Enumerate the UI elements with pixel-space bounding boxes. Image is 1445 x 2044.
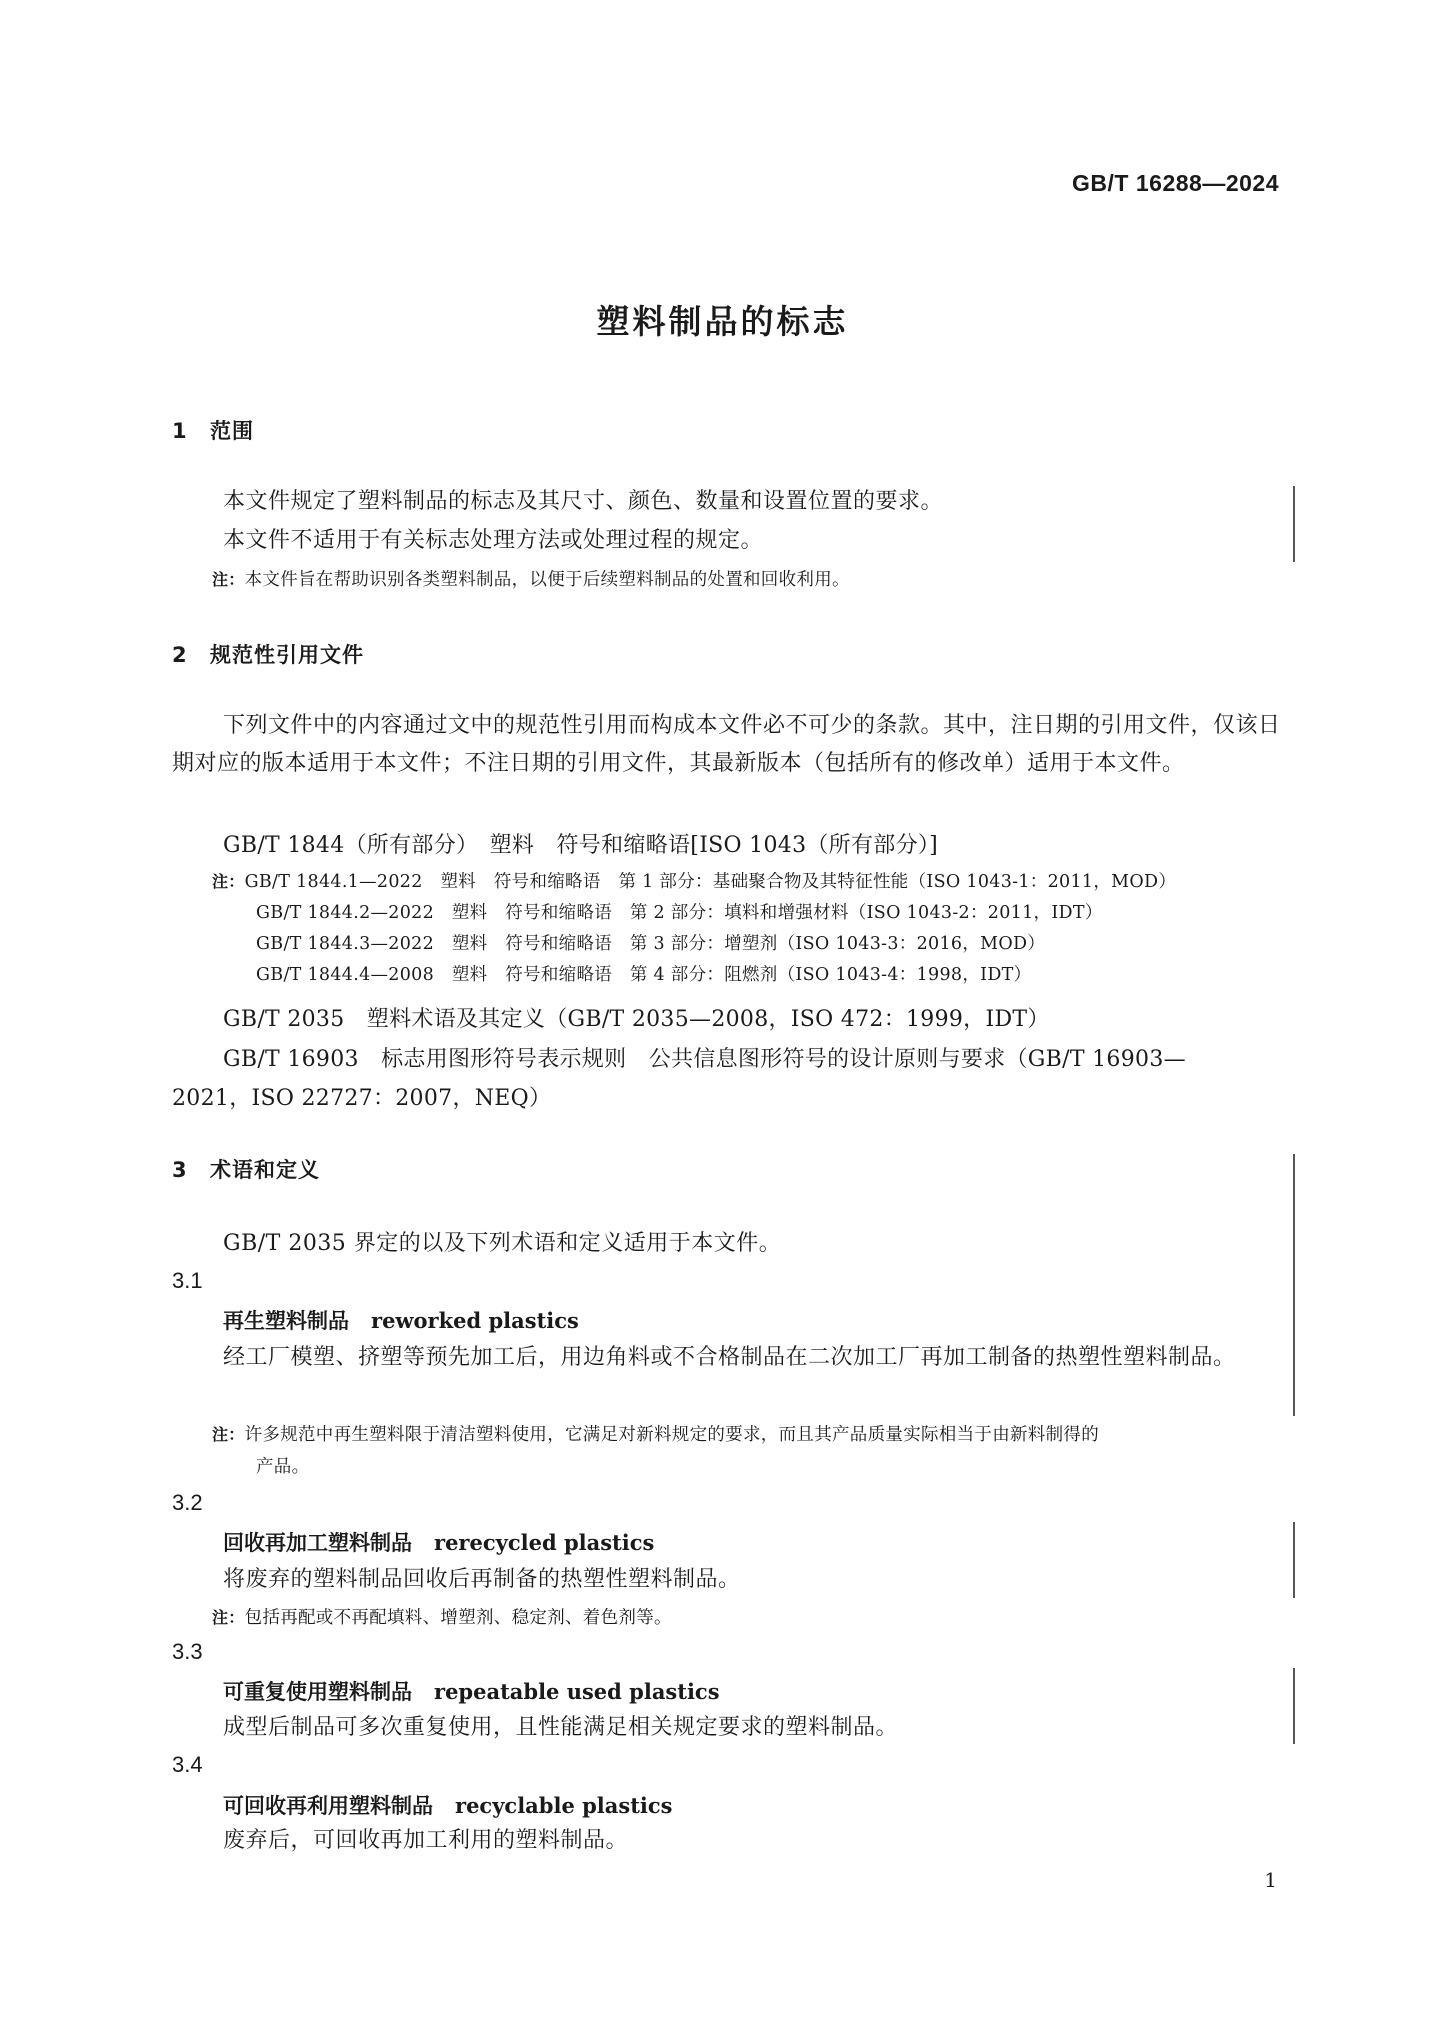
- note-line: GB/T 1844.3—2022 塑料 符号和缩略语 第 3 部分：增塑剂（ISO 1043-3：2016，MOD）: [256, 934, 1046, 954]
- note-text: GB/T 1844.1—2022 塑料 符号和缩略语 第 1 部分：基础聚合物及其特征性能（ISO 1043-1：2011，MOD）: [244, 872, 1177, 892]
- clause-number: 3.3: [172, 1639, 203, 1664]
- note-line: 产品。: [256, 1457, 310, 1477]
- section-heading: [172, 639, 364, 669]
- section-heading: [172, 1154, 320, 1184]
- change-bar: [1293, 1668, 1295, 1744]
- note-label: 注：: [212, 1608, 245, 1627]
- section-number: 1: [172, 419, 188, 443]
- term-en: recyclable plastics: [455, 1793, 673, 1818]
- normative-reference: GB/T 2035 塑料术语及其定义（GB/T 2035—2008，ISO 472：1999，IDT）: [223, 1007, 1050, 1032]
- note: [212, 868, 1176, 893]
- change-bar: [1293, 486, 1295, 562]
- section-title: 范围: [210, 419, 254, 443]
- paragraph: 本文件不适用于有关标志处理方法或处理过程的规定。: [223, 528, 764, 553]
- normative-reference: GB/T 16903 标志用图形符号表示规则 公共信息图形符号的设计原则与要求（GB/T 16903—: [223, 1047, 1186, 1072]
- change-bar: [1293, 1154, 1295, 1416]
- clause-number: 3.1: [172, 1268, 203, 1293]
- paragraph: GB/T 2035 界定的以及下列术语和定义适用于本文件。: [223, 1231, 782, 1256]
- clause-number: 3.4: [172, 1752, 203, 1777]
- note: [212, 566, 850, 591]
- section-number: 2: [172, 643, 188, 667]
- term-zh: 再生塑料制品: [223, 1309, 349, 1333]
- page-number: 1: [1264, 1868, 1277, 1892]
- term-entry: [223, 1305, 579, 1335]
- term-entry: [223, 1790, 673, 1820]
- term-definition: 废弃后，可回收再加工利用的塑料制品。: [223, 1828, 629, 1853]
- note-label: 注：: [212, 1425, 245, 1444]
- section-heading: [172, 415, 254, 445]
- note: [212, 1421, 1099, 1446]
- clause-number: 3.2: [172, 1490, 203, 1515]
- term-zh: 回收再加工塑料制品: [223, 1531, 412, 1555]
- note: [212, 1604, 672, 1629]
- term-definition: 成型后制品可多次重复使用，且性能满足相关规定要求的塑料制品。: [223, 1715, 899, 1740]
- document-title: 塑料制品的标志: [596, 302, 849, 341]
- term-definition: 经工厂模塑、挤塑等预先加工后，用边角料或不合格制品在二次加工厂再加工制备的热塑性塑料制品。: [223, 1345, 1236, 1370]
- note-line: GB/T 1844.4—2008 塑料 符号和缩略语 第 4 部分：阻燃剂（ISO 1043-4：1998，IDT）: [256, 965, 1032, 985]
- section-title: 术语和定义: [210, 1158, 320, 1182]
- note-label: 注：: [212, 872, 245, 891]
- term-en: reworked plastics: [371, 1308, 579, 1333]
- section-title: 规范性引用文件: [210, 643, 364, 667]
- note-line: GB/T 1844.2—2022 塑料 符号和缩略语 第 2 部分：填料和增强材料（ISO 1043-2：2011，IDT）: [256, 903, 1103, 923]
- term-entry: [223, 1527, 654, 1557]
- standard-code: GB/T 16288—2024: [1072, 170, 1279, 196]
- paragraph: 本文件规定了塑料制品的标志及其尺寸、颜色、数量和设置位置的要求。: [223, 489, 944, 514]
- normative-reference: GB/T 1844（所有部分） 塑料 符号和缩略语[ISO 1043（所有部分）]: [223, 833, 939, 858]
- term-en: rerecycled plastics: [434, 1530, 655, 1555]
- note-text: 包括再配或不再配填料、增塑剂、稳定剂、着色剂等。: [244, 1608, 672, 1628]
- change-bar: [1293, 1522, 1295, 1598]
- term-en: repeatable used plastics: [434, 1679, 720, 1704]
- normative-reference-continued: 2021，ISO 22727：2007，NEQ）: [172, 1086, 552, 1111]
- term-definition: 将废弃的塑料制品回收后再制备的热塑性塑料制品。: [223, 1567, 741, 1592]
- note-text: 本文件旨在帮助识别各类塑料制品，以便于后续塑料制品的处置和回收利用。: [244, 570, 850, 590]
- section-number: 3: [172, 1158, 188, 1182]
- note-text: 许多规范中再生塑料限于清洁塑料使用，它满足对新料规定的要求，而且其产品质量实际相当于由新料制得的: [244, 1425, 1100, 1445]
- term-zh: 可回收再利用塑料制品: [223, 1794, 433, 1818]
- paragraph: 下列文件中的内容通过文中的规范性引用而构成本文件必不可少的条款。其中，注日期的引用文件，仅该日期对应的版本适用于本文件；不注日期的引用文件，其最新版本（包括所有的修改单）适用于本文件。: [172, 713, 1281, 776]
- term-zh: 可重复使用塑料制品: [223, 1680, 412, 1704]
- note-label: 注：: [212, 570, 245, 589]
- term-entry: [223, 1676, 720, 1706]
